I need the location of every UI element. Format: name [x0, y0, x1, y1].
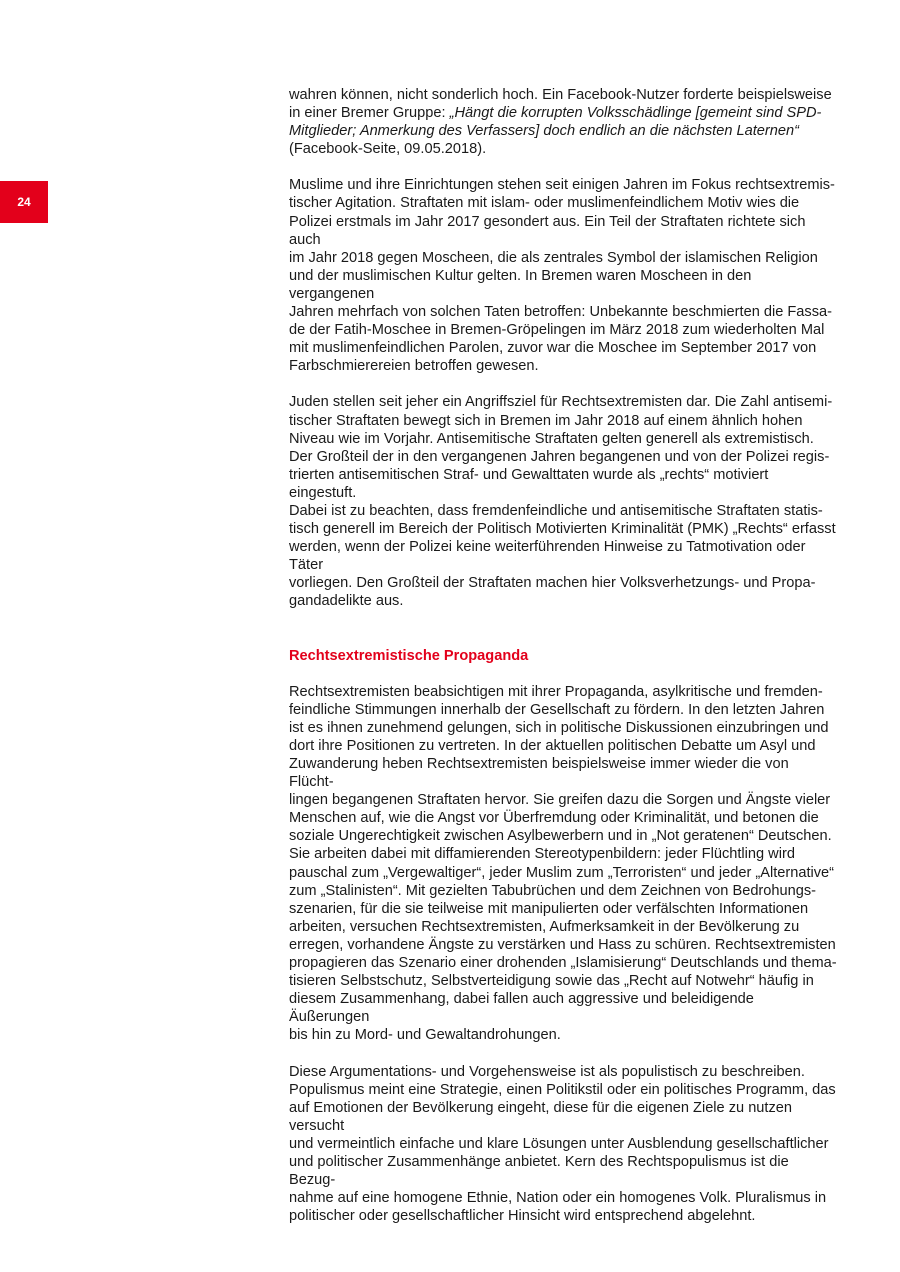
- facebook-quote: „Hängt die korrupten Volksschädlinge [gemeint sind SPD- Mitglieder; Anmerkung des Verfassers] doch endlich an die nächsten Laternen“: [289, 105, 822, 140]
- body-text: [289, 86, 837, 1225]
- paragraph-muslims: Muslime und ihre Einrichtungen stehen seit einigen Jahren im Fokus rechtsextremis- tischer Agitation. Straftaten mit islam- oder muslimenfeindlichem Motiv wies die Polizei erstmals im Jahr 2017 gesondert aus. Ein Teil der Straftaten richtete sich auch im Jahr 2018 gegen Moscheen, die als zentrales Symbol der islamischen Religion und der muslimischen Kultur gelten. In Bremen waren Moscheen in den vergangenen Jahren mehrfach von solchen Taten betroffen: Unbekannte beschmierten die Fassa- de der Fatih-Moschee in Bremen-Gröpelingen im März 2018 zum wiederholten Mal mit muslimenfeindlichen Parolen, zuvor war die Moschee im September 2017 von Farbschmierereien betroffen gewesen.: [289, 177, 835, 375]
- page-number: 24: [17, 195, 31, 209]
- paragraph-antisemitism: Juden stellen seit jeher ein Angriffsziel für Rechtsextremisten dar. Die Zahl antisemi- tischer Straftaten bewegt sich in Bremen im Jahr 2018 auf einem ähnlich hohen Niveau wie im Vorjahr. Antisemitische Straftaten gelten generell als extremistisch. Der Großteil der in den vergangenen Jahren begangenen und von der Polizei regis- trierten antisemitischen Straf- und Gewalttaten wurde als „rechts“ motiviert eingestuft. Dabei ist zu beachten, dass fremdenfeindliche und antisemitische Straftaten statis- tisch generell im Bereich der Politisch Motivierten Kriminalität (PMK) „Rechts“ erfasst werden, wenn der Polizei keine weiterführenden Hinweise zu Tatmotivation oder Täter vorliegen. Den Großteil der Straftaten machen hier Volksverhetzungs- und Propa- gandadelikte aus.: [289, 394, 836, 610]
- section-heading: Rechtsextremistische Propaganda: [289, 647, 529, 664]
- paragraph-1-intro: wahren können, nicht sonderlich hoch. Ein Facebook-Nutzer forderte beispielsweise in einer Bremer Gruppe:: [289, 87, 832, 122]
- page-number-tab: [0, 181, 48, 223]
- paragraph-propaganda: Rechtsextremisten beabsichtigen mit ihrer Propaganda, asylkritische und fremden- feindliche Stimmungen innerhalb der Gesellschaft zu fördern. In den letzten Jahren ist es ihnen zunehmend gelungen, sich in politische Diskussionen einzubringen und dort ihre Positionen zu vertreten. In der aktuellen politischen Debatte um Asyl und Zuwanderung heben Rechtsextremisten beispielsweise immer wieder die von Flücht- lingen begangenen Straftaten hervor. Sie greifen dazu die Sorgen und Ängste vieler Menschen auf, wie die Angst vor Überfremdung oder Kriminalität, und betonen die soziale Ungerechtigkeit zwischen Asylbewerbern und in „Not geratenen“ Deutschen. Sie arbeiten dabei mit diffamierenden Stereotypenbildern: jeder Flüchtling wird pauschal zum „Vergewaltiger“, jeder Muslim zum „Terroristen“ und jeder „Alternative“ zum „Stalinisten“. Mit gezielten Tabubrüchen und dem Zeichnen von Bedrohungs- szenarien, für die sie teilweise mit manipulierten oder verfälschten Informationen arbeiten, versuchen Rechtsextremisten, Aufmerksamkeit in der Bevölkerung zu erregen, vorhandene Ängste zu verstärken und Hass zu schüren. Rechtsextremisten propagieren das Szenario einer drohenden „Islamisierung“ Deutschlands und thema- tisieren Selbstschutz, Selbstverteidigung sowie das „Recht auf Notwehr“ häufig in diesem Zusammenhang, dabei fallen auch aggressive und beleidigende Äußerungen bis hin zu Mord- und Gewaltandrohungen.: [289, 683, 837, 1044]
- paragraph-facebook-quote: [289, 86, 837, 158]
- paragraph-populism: Diese Argumentations- und Vorgehensweise ist als populistisch zu beschreiben. Populismus meint eine Strategie, einen Politikstil oder ein politisches Programm, das auf Emotionen der Bevölkerung eingeht, diese für die eigenen Ziele zu nutzen versucht und vermeintlich einfache und klare Lösungen unter Ausblendung gesellschaftlicher und politischer Zusammenhänge anbietet. Kern des Rechtspopulismus ist die Bezug- nahme auf eine homogene Ethnie, Nation oder ein homogenes Volk. Pluralismus in politischer oder gesellschaftlicher Hinsicht wird entsprechend abgelehnt.: [289, 1063, 836, 1225]
- quote-source: (Facebook-Seite, 09.05.2018).: [289, 141, 487, 158]
